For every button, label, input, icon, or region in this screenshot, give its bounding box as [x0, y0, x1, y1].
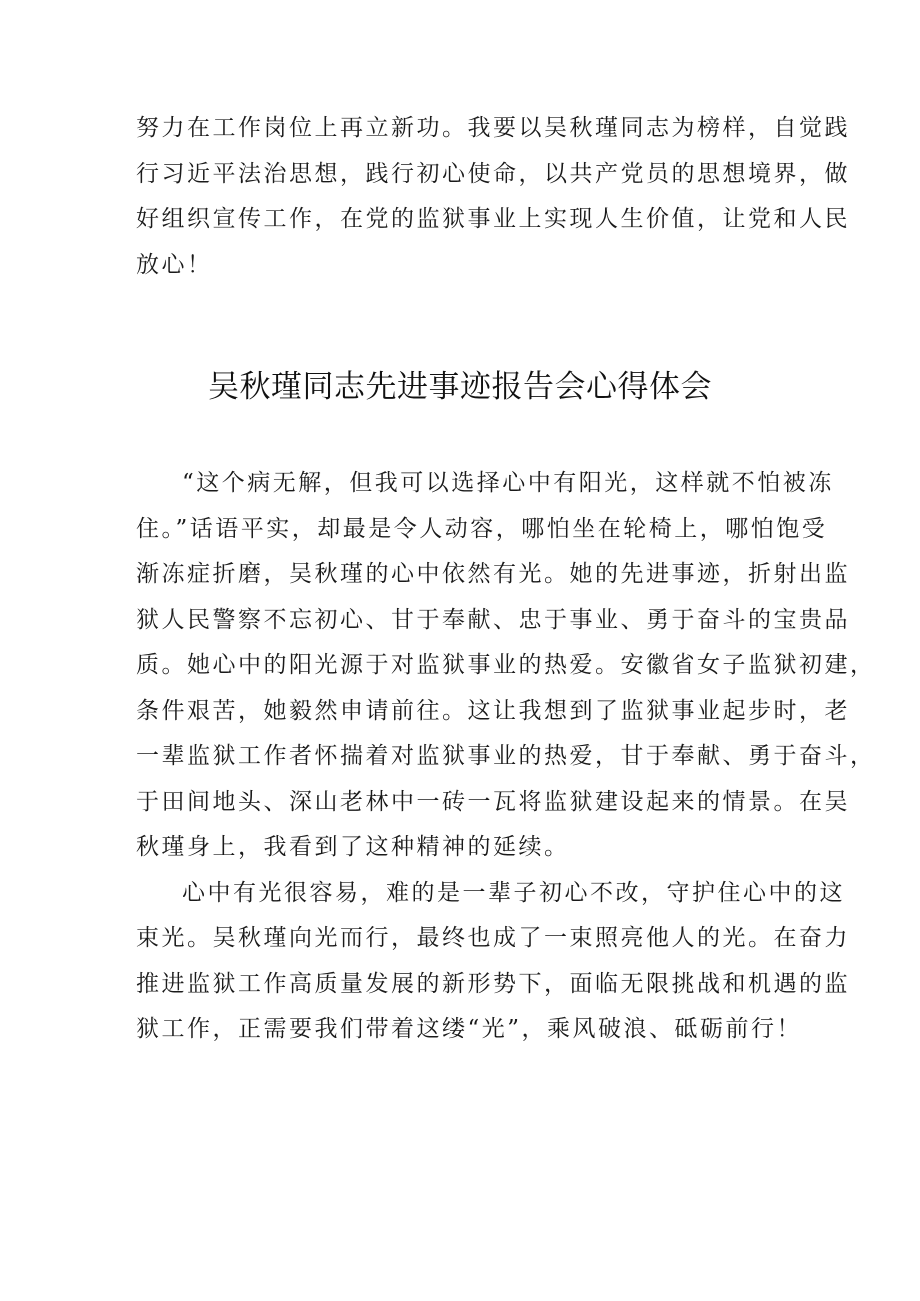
body-text	[136, 461, 876, 1053]
paragraph1-line-4: 狱人民警察不忘初心、甘于奉献、忠于事业、勇于奋斗的宝贵品	[136, 606, 850, 633]
paragraph1-line-1: “这个病无解，但我可以选择心中有阳光，这样就不怕被冻	[182, 470, 834, 496]
paragraph1-line-8: 于田间地头、深山老林中一砖一瓦将监狱建设起来的情景。在吴	[136, 788, 850, 815]
document-title: 吴秋瑾同志先进事迹报告会心得体会	[208, 369, 712, 405]
intro-line-2: 行习近平法治思想，践行初心使命，以共产党员的思想境界，做	[136, 160, 850, 187]
paragraph1-line-2: 住。”话语平实，却最是令人动容，哪怕坐在轮椅上，哪怕饱受	[136, 515, 828, 542]
paragraph2-line-4: 狱工作，正需要我们带着这缕“光”，乘风破浪、砥砺前行！	[136, 1016, 803, 1042]
paragraph1-line-7: 一辈监狱工作者怀揣着对监狱事业的热爱，甘于奉献、勇于奋斗，	[136, 743, 876, 769]
paragraph2-line-1: 心中有光很容易，难的是一辈子初心不改，守护住心中的这	[182, 879, 845, 906]
paragraph1-line-9: 秋瑾身上，我看到了这种精神的延续。	[136, 834, 570, 860]
paragraph1-line-6: 条件艰苦，她毅然申请前往。这让我想到了监狱事业起步时，老	[136, 697, 850, 724]
intro-line-1: 努力在工作岗位上再立新功。我要以吴秋瑾同志为榜样，自觉践	[136, 115, 850, 141]
paragraph2-line-3: 推进监狱工作高质量发展的新形势下，面临无限挑战和机遇的监	[136, 970, 850, 997]
paragraph2-line-2: 束光。吴秋瑾向光而行，最终也成了一束照亮他人的光。在奋力	[136, 925, 850, 951]
intro-line-3: 好组织宣传工作，在党的监狱事业上实现人生价值，让党和人民	[136, 206, 850, 232]
paragraph1-line-3: 渐冻症折磨，吴秋瑾的心中依然有光。她的先进事迹，折射出监	[136, 561, 850, 587]
intro-line-4: 放心！	[136, 251, 213, 278]
intro-paragraph	[136, 106, 850, 288]
paragraph1-line-5: 质。她心中的阳光源于对监狱事业的热爱。安徽省女子监狱初建，	[136, 652, 876, 678]
